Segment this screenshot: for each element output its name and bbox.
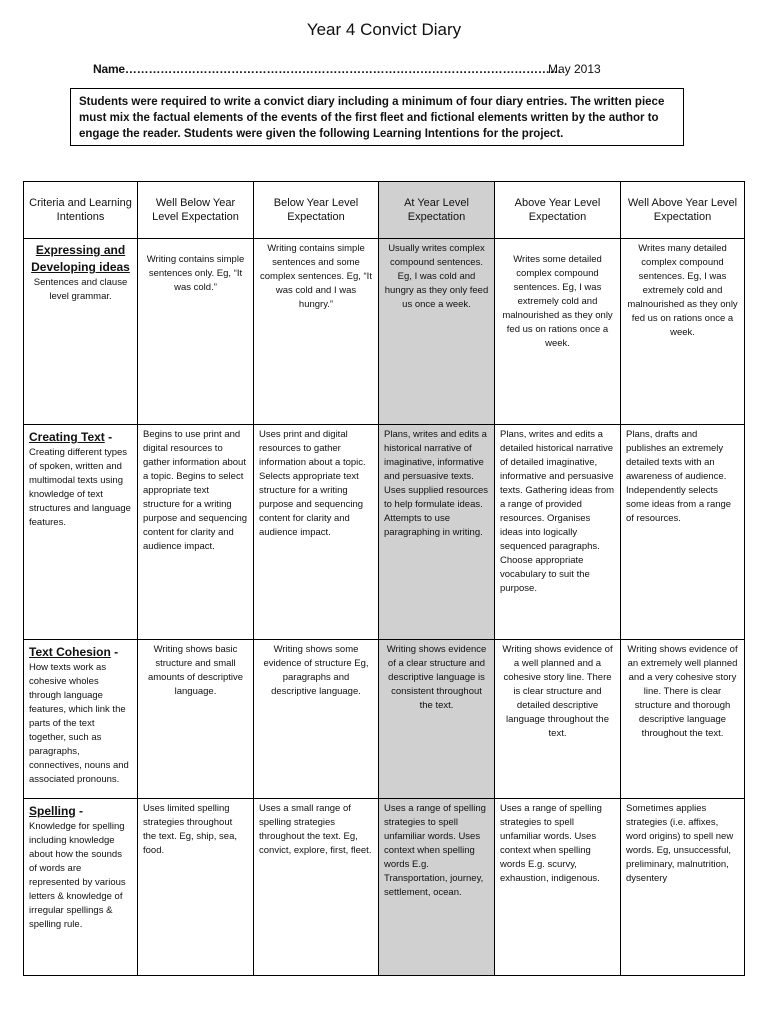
rubric-cell-well-above: Writes many detailed complex compound sentences. Eg, I was extremely cold and malnourished as they only fed us on rations once a week. xyxy=(621,239,745,425)
rubric-cell-well-below: Writing shows basic structure and small amounts of descriptive language. xyxy=(138,640,254,799)
rubric-cell-below: Uses print and digital resources to gather information about a topic. Selects appropriate text structure for a writing purpose and sequencing content for clarity and audience impact. xyxy=(254,425,379,640)
rubric-row-creating-text xyxy=(24,425,745,640)
intro-box: Students were required to write a convict diary including a minimum of four diary entries. The written piece must mix the factual elements of the events of the first fleet and fictional elements written by the author to engage the reader. Students were given the following Learning Intentions for the project. xyxy=(70,88,684,146)
rubric-cell-below: Uses a small range of spelling strategies throughout the text. Eg, convict, explore, first, fleet. xyxy=(254,799,379,976)
criteria-title: Expressing and Developing ideas xyxy=(31,243,130,274)
criteria-description: Sentences and clause level grammar. xyxy=(33,277,128,302)
rubric-cell-well-below: Begins to use print and digital resources to gather information about a topic. Begins to select appropriate text structure for a writing purpose and sequencing content for clarity and audience impact. xyxy=(138,425,254,640)
criteria-title: Text Cohesion xyxy=(29,645,111,659)
criteria-title-dash: - xyxy=(110,645,119,659)
column-header-criteria: Criteria and Learning Intentions xyxy=(24,182,138,239)
criteria-cell xyxy=(24,640,138,799)
rubric-cell-well-above: Plans, drafts and publishes an extremely detailed texts with an awareness of audience. Independently selects some ideas from a range of resources. xyxy=(621,425,745,640)
column-header-well-below: Well Below Year Level Expectation xyxy=(138,182,254,239)
rubric-cell-above: Writing shows evidence of a well planned and a cohesive story line. There is clear structure and detailed descriptive language throughout the text. xyxy=(495,640,621,799)
rubric-cell-at: Uses a range of spelling strategies to spell unfamiliar words. Uses context when spelling words E.g. Transportation, journey, settlement, ocean. xyxy=(379,799,495,976)
name-field-line: Name………………………………………………………………………………………………… xyxy=(93,62,562,76)
criteria-description: How texts work as cohesive wholes through language features, which link the parts of the text together, such as paragraphs, connectives, nouns and associated pronouns. xyxy=(29,662,129,785)
criteria-description: Knowledge for spelling including knowledge about how the sounds of words are represented by various letters & knowledge of irregular spellings & spelling rule. xyxy=(29,821,126,930)
rubric-table xyxy=(23,181,745,976)
rubric-cell-at: Plans, writes and edits a historical narrative of imaginative, informative and persuasive texts. Uses supplied resources to help formulate ideas. Attempts to use paragraphing in writing. xyxy=(379,425,495,640)
rubric-cell-well-above: Writing shows evidence of an extremely well planned and a very cohesive story line. There is clear structure and thorough descriptive language throughout the text. xyxy=(621,640,745,799)
rubric-cell-at: Writing shows evidence of a clear structure and descriptive language is consistent throughout the text. xyxy=(379,640,495,799)
rubric-row-expressing-ideas xyxy=(24,239,745,425)
rubric-cell-above: Writes some detailed complex compound sentences. Eg, I was extremely cold and malnourished as they only fed us on rations once a week. xyxy=(495,239,621,425)
date-label: May 2013 xyxy=(548,62,601,76)
criteria-title-dash: - xyxy=(104,430,113,444)
criteria-description: Creating different types of spoken, written and multimodal texts using knowledge of text structures and language features. xyxy=(29,447,131,528)
criteria-cell xyxy=(24,239,138,425)
rubric-row-spelling xyxy=(24,799,745,976)
rubric-cell-above: Plans, writes and edits a detailed historical narrative of detailed imaginative, informative and persuasive texts. Gathering ideas from a range of provided resources. Organises ideas into logically sequenced paragraphs. Choose appropriate vocabulary to suit the purpose. xyxy=(495,425,621,640)
criteria-cell xyxy=(24,425,138,640)
criteria-cell xyxy=(24,799,138,976)
criteria-title-dash: - xyxy=(75,804,84,818)
rubric-row-text-cohesion xyxy=(24,640,745,799)
column-header-at: At Year Level Expectation xyxy=(379,182,495,239)
criteria-title: Creating Text xyxy=(29,430,105,444)
column-header-above: Above Year Level Expectation xyxy=(495,182,621,239)
column-header-below: Below Year Level Expectation xyxy=(254,182,379,239)
rubric-header-row xyxy=(24,182,745,239)
rubric-cell-at: Usually writes complex compound sentences. Eg, I was cold and hungry as they only feed us once a week. xyxy=(379,239,495,425)
rubric-cell-below: Writing shows some evidence of structure Eg, paragraphs and descriptive language. xyxy=(254,640,379,799)
page-title: Year 4 Convict Diary xyxy=(306,20,462,39)
rubric-cell-well-below: Writing contains simple sentences only. Eg, “It was cold.” xyxy=(138,239,254,425)
rubric-cell-below: Writing contains simple sentences and some complex sentences. Eg, “It was cold and I was hungry.” xyxy=(254,239,379,425)
criteria-title: Spelling xyxy=(29,804,76,818)
rubric-cell-well-below: Uses limited spelling strategies throughout the text. Eg, ship, sea, food. xyxy=(138,799,254,976)
rubric-cell-above: Uses a range of spelling strategies to spell unfamiliar words. Uses context when spelling words E.g. scurvy, exhaustion, indigenous. xyxy=(495,799,621,976)
rubric-cell-well-above: Sometimes applies strategies (i.e. affixes, word origins) to spell new words. Eg, unsuccessful, preliminary, malnutrition, dysentery xyxy=(621,799,745,976)
column-header-well-above: Well Above Year Level Expectation xyxy=(621,182,745,239)
